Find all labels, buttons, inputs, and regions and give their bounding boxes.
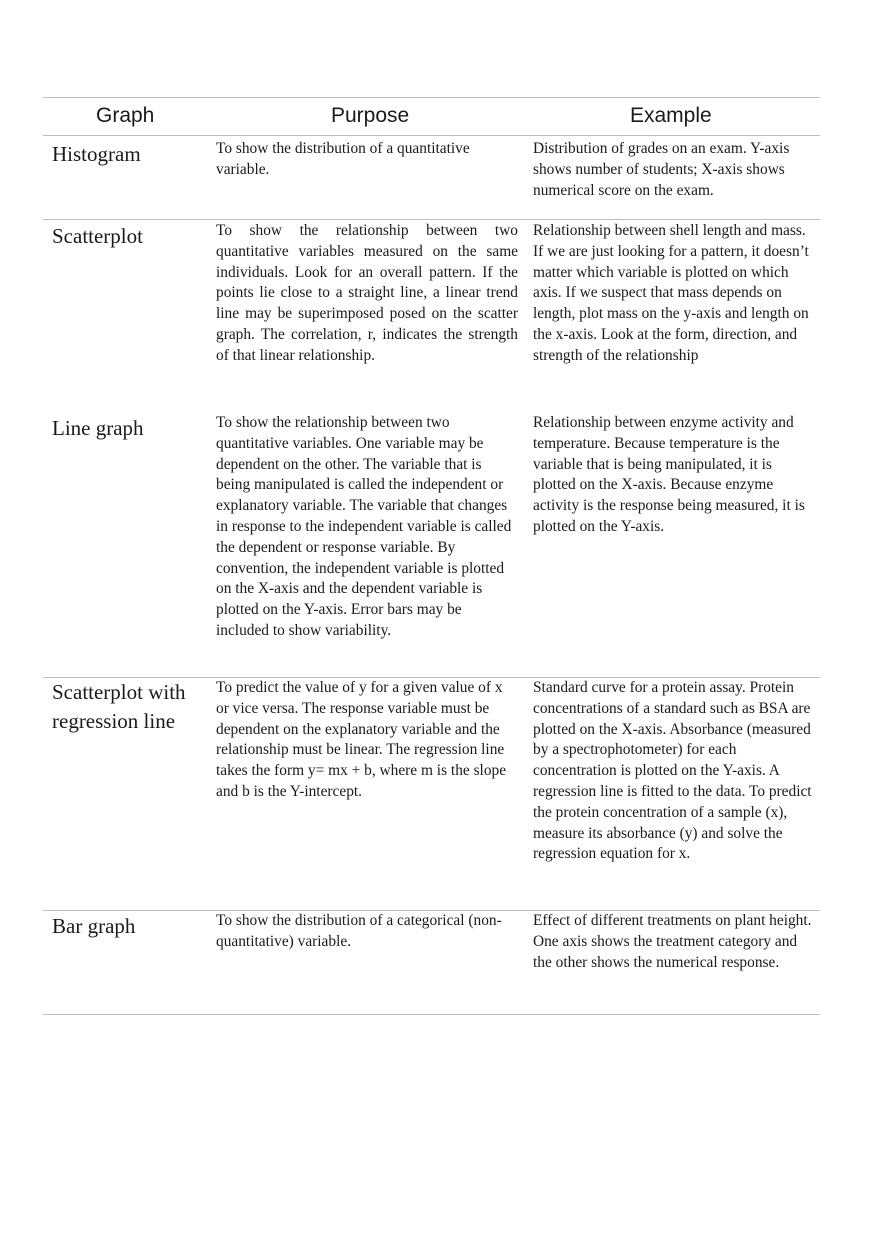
row-graph-name: Scatterplot with regression line: [52, 680, 186, 733]
header-graph: Graph: [96, 104, 155, 127]
row-example: Relationship between enzyme activity and temperature. Because temperature is the variable that is being manipulated, it is plotted on the X-axis. Because enzyme activity is the response being measured, it is plotted on the Y-axis.: [533, 414, 805, 535]
row-example: Relationship between shell length and mass. If we are just looking for a pattern, it doesn’t matter which variable is plotted on which axis. If we suspect that mass depends on length, plot mass on the y-axis and length on the x-axis. Look at the form, direction, and strength of the relationship: [533, 222, 809, 364]
header-example: Example: [630, 104, 712, 127]
row-divider: [43, 219, 820, 220]
row-example: Effect of different treatments on plant height. One axis shows the treatment category and the other shows the numerical response.: [533, 912, 812, 971]
row-graph-name: Bar graph: [52, 914, 136, 938]
row-graph-name: Scatterplot: [52, 224, 143, 248]
row-graph-name: Line graph: [52, 416, 144, 440]
header-purpose: Purpose: [331, 104, 410, 127]
row-graph-name: Histogram: [52, 142, 141, 166]
row-purpose: To predict the value of y for a given value of x or vice versa. The response variable must be dependent on the explanatory variable and the relationship must be linear. The regression line takes the form y= mx + b, where m is the slope and b is the Y-intercept.: [216, 679, 507, 800]
row-purpose: To show the relationship between two quantitative variables. One variable may be dependent on the other. The variable that is being manipulated is called the independent or explanatory variable. The variable that changes in response to the independent variable is called the dependent or response variable. By convention, the independent variable is plotted on the X-axis and the dependent variable is plotted on the Y-axis. Error bars may be included to show variability.: [216, 414, 512, 639]
row-example: Standard curve for a protein assay. Protein concentrations of a standard such as BSA are plotted on the X-axis. Absorbance (measured by a spectrophotometer) for each concentration is plotted on the Y-axis. A regression line is fitted to the data. To predict the protein concentration of a sample (x), measure its absorbance (y) and solve the regression equation for x.: [533, 679, 812, 863]
row-purpose: To show the distribution of a quantitative variable.: [216, 140, 470, 178]
row-example: Distribution of grades on an exam. Y-axis shows number of students; X-axis shows numerical score on the exam.: [533, 140, 790, 199]
header-bottom-rule: [43, 135, 820, 136]
row-purpose: To show the relationship between two quantitative variables measured on the same individuals. Look for an overall pattern. If the points lie close to a straight line, a linear trend line may be superimposed posed on the scatter graph. The correlation, r, indicates the strength of that linear relationship.: [216, 222, 518, 364]
row-purpose: To show the distribution of a categorical (non-quantitative) variable.: [216, 912, 502, 950]
table-bottom-rule: [43, 1014, 820, 1015]
